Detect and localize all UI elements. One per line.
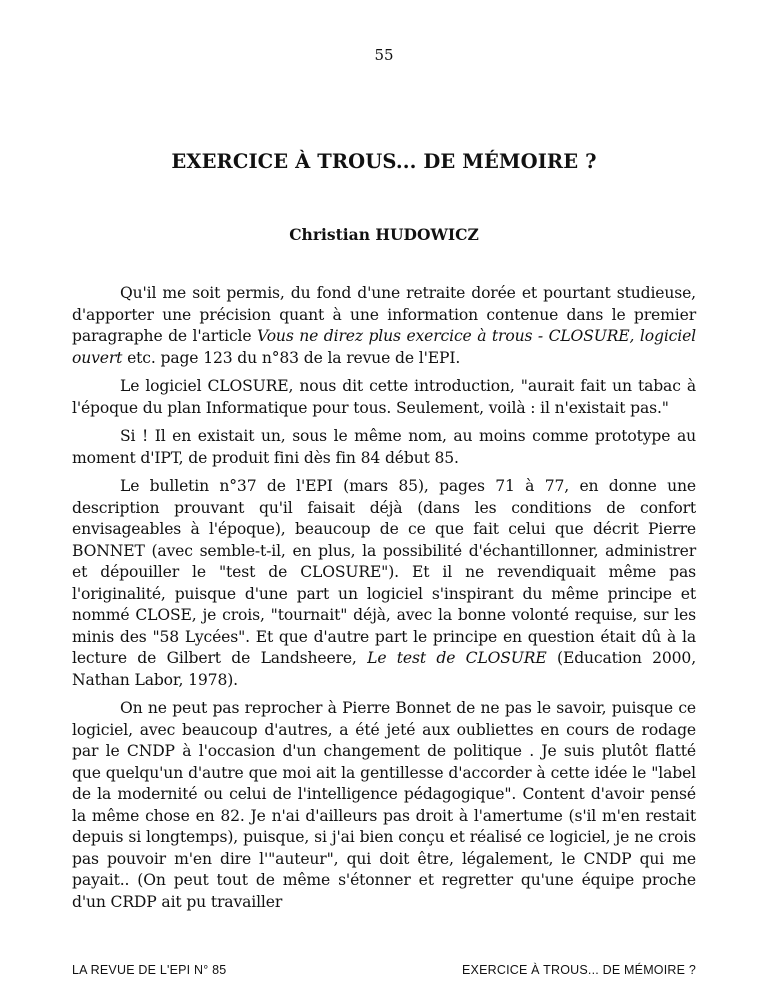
paragraph-4-text: Le bulletin n°37 de l'EPI (mars 85), pages 71 à 77, en donne une description prouvant qu'il faisait déjà (dans les conditions de confort envisageables à l'époque), beaucoup de ce que fait celui que décrit Pierre BONNET (avec semble-t-il, en plus, la possibilité d'échantillonner, administrer et dépouiller le "test de CLOSURE"). Et il ne revendiquait même pas l'originalité, puisque d'une part un logiciel s'inspirant du même principe et nommé CLOSE, je crois, "tournait" déjà, avec la bonne volonté requise, sur les minis des "58 Lycées". Et que d'autre part le principe en question était dû à la lecture de Gilbert de Landsheere, — [72, 477, 696, 667]
paragraph-4 — [72, 476, 696, 691]
paragraph-2: Le logiciel CLOSURE, nous dit cette introduction, "aurait fait un tabac à l'époque du plan Informatique pour tous. Seulement, voilà : il n'existait pas." — [72, 377, 696, 417]
paragraph-4-text-end: (Education 2000, Nathan Labor, 1978). — [72, 649, 697, 689]
paragraph-1-text-end: etc. page 123 du n°83 de la revue de l'EPI. — [122, 348, 461, 367]
article-author: Christian HUDOWICZ — [289, 225, 479, 244]
book-title-italic: Le test de CLOSURE — [367, 649, 547, 667]
article-title: EXERCICE À TROUS... DE MÉMOIRE ? — [171, 150, 597, 173]
article-reference-italic: Vous ne direz plus exercice à trous - CLOSURE, logiciel ouvert — [72, 327, 696, 367]
footer-article-title: EXERCICE À TROUS... DE MÉMOIRE ? — [462, 963, 696, 977]
paragraph-1-text: Qu'il me soit permis, du fond d'une retraite dorée et pourtant studieuse, d'apporter une précision quant à une information contenue dans le premier paragraphe de l'article — [72, 284, 696, 345]
article-body — [72, 283, 696, 920]
page-number: 55 — [374, 46, 394, 64]
paragraph-3: Si ! Il en existait un, sous le même nom, au moins comme prototype au moment d'IPT, de produit fini dès fin 84 début 85. — [72, 427, 696, 467]
footer-journal: LA REVUE DE L'EPI N° 85 — [72, 963, 227, 977]
paragraph-5: On ne peut pas reprocher à Pierre Bonnet de ne pas le savoir, puisque ce logiciel, avec beaucoup d'autres, a été jeté aux oubliettes en cours de rodage par le CNDP à l'occasion d'un changement de politique . Je suis plutôt flatté que quelqu'un d'autre que moi ait la gentillesse d'accorder à cette idée le "label de la modernité ou celui de l'intelligence pédagogique". Content d'avoir pensé la même chose en 82. Je n'ai d'ailleurs pas droit à l'amertume (s'il m'en restait depuis si longtemps), puisque, si j'ai bien conçu et réalisé ce logiciel, je ne crois pas pouvoir m'en dire l'"auteur", qui doit être, légalement, le CNDP qui me payait.. (On peut tout de même s'étonner et regretter qu'une équipe proche d'un CRDP ait pu travailler — [72, 699, 696, 911]
paragraph-1 — [72, 283, 696, 369]
